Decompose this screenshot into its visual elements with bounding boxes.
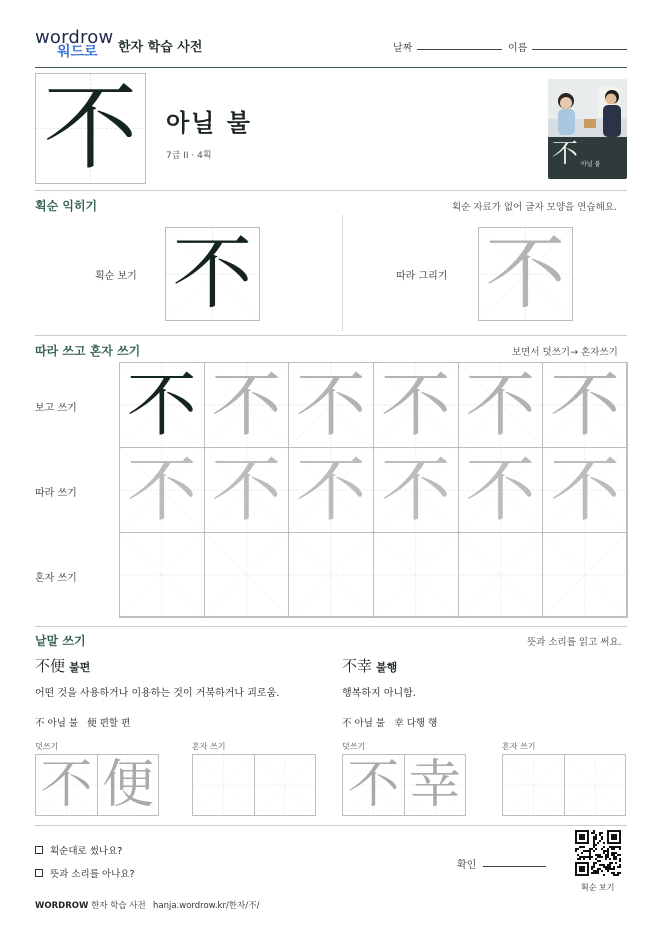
practice-cell[interactable] [119, 532, 205, 618]
grade-strokes: 7급 II · 4획 [166, 151, 212, 161]
part-gloss: 아닐 불 [47, 718, 79, 729]
guide-lines [193, 755, 254, 815]
practice-character: 不 [211, 449, 282, 531]
row-label-view: 보고 쓰기 [35, 403, 77, 414]
words-section-note: 뜻과 소리를 읽고 써요. [527, 637, 622, 648]
word-self-cell[interactable] [192, 754, 255, 816]
word-self-cell[interactable] [254, 754, 316, 816]
confirm-label: 확인 [457, 860, 477, 871]
hero-character: 不 [43, 73, 138, 183]
stroke-section-title: 획순 익히기 [35, 199, 98, 213]
word-heading-2 [342, 655, 397, 676]
practice-cell[interactable] [542, 362, 628, 448]
practice-character: 不 [465, 449, 536, 531]
practice-cell[interactable] [119, 447, 205, 533]
word-trace-boxes-2[interactable] [342, 754, 466, 816]
stroke-trace-label: 따라 그리기 [396, 271, 448, 282]
checkbox[interactable] [35, 846, 43, 854]
stroke-view-label: 획순 보기 [95, 271, 137, 282]
header-divider [35, 67, 627, 68]
guide-lines [503, 755, 564, 815]
checkbox[interactable] [35, 869, 43, 877]
practice-character: 不 [550, 364, 621, 446]
word-reading-1: 불편 [69, 661, 91, 674]
practice-character: 不 [465, 364, 536, 446]
practice-cell[interactable] [542, 447, 628, 533]
self-label-1: 혼자 쓰기 [192, 742, 226, 751]
meaning-reading: 아닐 불 [166, 109, 252, 137]
stroke-view-box [165, 227, 260, 321]
practice-cell[interactable] [204, 362, 290, 448]
thumb-character: 不 [552, 139, 579, 169]
word-self-boxes-1[interactable] [192, 754, 316, 816]
practice-cell[interactable] [288, 362, 374, 448]
footer-url[interactable]: hanja.wordrow.kr/한자/不/ [153, 901, 260, 911]
practice-grid[interactable] [119, 362, 627, 617]
date-label: 날짜 [393, 43, 413, 54]
part-char: 不 [342, 718, 352, 729]
practice-cell[interactable] [373, 532, 459, 618]
word-reading-2: 불행 [376, 661, 398, 674]
word-trace-boxes-1[interactable] [35, 754, 159, 816]
qr-caption: 획순 보기 [581, 883, 615, 892]
checklist-item-2[interactable] [35, 866, 135, 880]
word-self-cell[interactable] [564, 754, 626, 816]
practice-section-note: 보면서 덧쓰기→ 혼자쓰기 [512, 347, 618, 358]
word-hanja-1: 不便 [35, 657, 66, 675]
practice-character: 不 [296, 449, 367, 531]
footer-brand-suffix: 한자 학습 사전 [91, 901, 146, 911]
stroke-trace-character: 不 [485, 227, 566, 320]
word-trace-cell[interactable] [404, 754, 466, 816]
practice-character: 不 [380, 449, 451, 531]
practice-character: 幸 [408, 755, 461, 815]
name-label: 이름 [508, 43, 528, 54]
guide-lines [374, 533, 458, 617]
word-trace-cell[interactable] [342, 754, 405, 816]
practice-section-title: 따라 쓰고 혼자 쓰기 [35, 344, 141, 358]
practice-character: 不 [126, 364, 197, 446]
row-label-trace: 따라 쓰기 [35, 488, 77, 499]
guide-lines [289, 533, 373, 617]
checklist-label: 뜻과 소리를 아나요? [50, 869, 135, 880]
words-section-title: 낱말 쓰기 [35, 634, 86, 648]
stroke-view-character: 不 [172, 227, 253, 320]
word-trace-cell[interactable] [97, 754, 159, 816]
date-field[interactable] [417, 49, 502, 50]
app-title: 한자 학습 사전 [118, 40, 203, 55]
hero-character-box [35, 73, 146, 184]
guide-lines [565, 755, 625, 815]
practice-cell[interactable] [204, 532, 290, 618]
checklist-item-1[interactable] [35, 843, 122, 857]
qr-code-image [575, 830, 621, 876]
hero-divider [35, 190, 627, 191]
footer-brand [35, 899, 146, 911]
practice-character: 不 [211, 364, 282, 446]
wordrow-logo[interactable] [35, 27, 114, 63]
stroke-trace-box[interactable] [478, 227, 573, 321]
practice-character: 不 [380, 364, 451, 446]
row-label-self: 혼자 쓰기 [35, 573, 77, 584]
part-gloss: 다행 행 [406, 718, 438, 729]
part-char: 便 [87, 718, 97, 729]
practice-cell[interactable] [458, 447, 544, 533]
self-label-2: 혼자 쓰기 [502, 742, 536, 751]
practice-cell[interactable] [119, 362, 205, 448]
practice-cell[interactable] [373, 362, 459, 448]
practice-character: 不 [347, 755, 400, 815]
practice-character: 不 [296, 364, 367, 446]
practice-cell[interactable] [458, 532, 544, 618]
part-gloss: 편할 편 [99, 718, 131, 729]
footer-brand-name: WORDROW [35, 901, 89, 911]
part-char: 不 [35, 718, 45, 729]
part-char: 幸 [394, 718, 404, 729]
guide-lines [255, 755, 315, 815]
name-field[interactable] [532, 49, 627, 50]
trace-label-2: 덧쓰기 [342, 742, 366, 751]
thumb-caption: 아닐 불 [581, 161, 601, 168]
qr-code[interactable] [575, 830, 621, 876]
word-heading-1 [35, 655, 90, 676]
word-self-boxes-2[interactable] [502, 754, 626, 816]
illustration-thumbnail[interactable] [548, 79, 627, 179]
stroke-section-divider [342, 215, 343, 331]
practice-cell[interactable] [288, 447, 374, 533]
stroke-section-note: 획순 자료가 없어 글자 모양을 연습해요. [452, 202, 617, 213]
practice-section-bottom [35, 626, 627, 627]
practice-cell[interactable] [542, 532, 628, 618]
word-trace-cell[interactable] [35, 754, 98, 816]
confirm-field[interactable] [483, 866, 546, 867]
practice-character: 不 [550, 449, 621, 531]
logo-wordmark: wordrow [35, 27, 114, 48]
guide-lines [205, 533, 289, 617]
guide-lines [543, 533, 627, 617]
practice-cell[interactable] [458, 362, 544, 448]
word-definition-2: 행복하지 아니함. [342, 688, 416, 699]
practice-character: 便 [101, 755, 154, 815]
word-hanja-2: 不幸 [342, 657, 373, 675]
trace-label-1: 덧쓰기 [35, 742, 59, 751]
words-section-bottom [35, 825, 627, 826]
checklist-label: 획순대로 썼나요? [50, 846, 123, 857]
part-gloss: 아닐 불 [354, 718, 386, 729]
practice-character: 不 [126, 449, 197, 531]
word-parts-1 [35, 715, 130, 729]
guide-lines [459, 533, 543, 617]
logo-korean: 워드로 [57, 44, 98, 60]
stroke-section-bottom [35, 335, 627, 336]
practice-character: 不 [40, 755, 93, 815]
practice-cell[interactable] [204, 447, 290, 533]
guide-lines [120, 533, 204, 617]
word-parts-2 [342, 715, 437, 729]
practice-cell[interactable] [288, 532, 374, 618]
practice-cell[interactable] [373, 447, 459, 533]
word-definition-1: 어떤 것을 사용하거나 이용하는 것이 거북하거나 괴로움. [35, 688, 280, 699]
word-self-cell[interactable] [502, 754, 565, 816]
